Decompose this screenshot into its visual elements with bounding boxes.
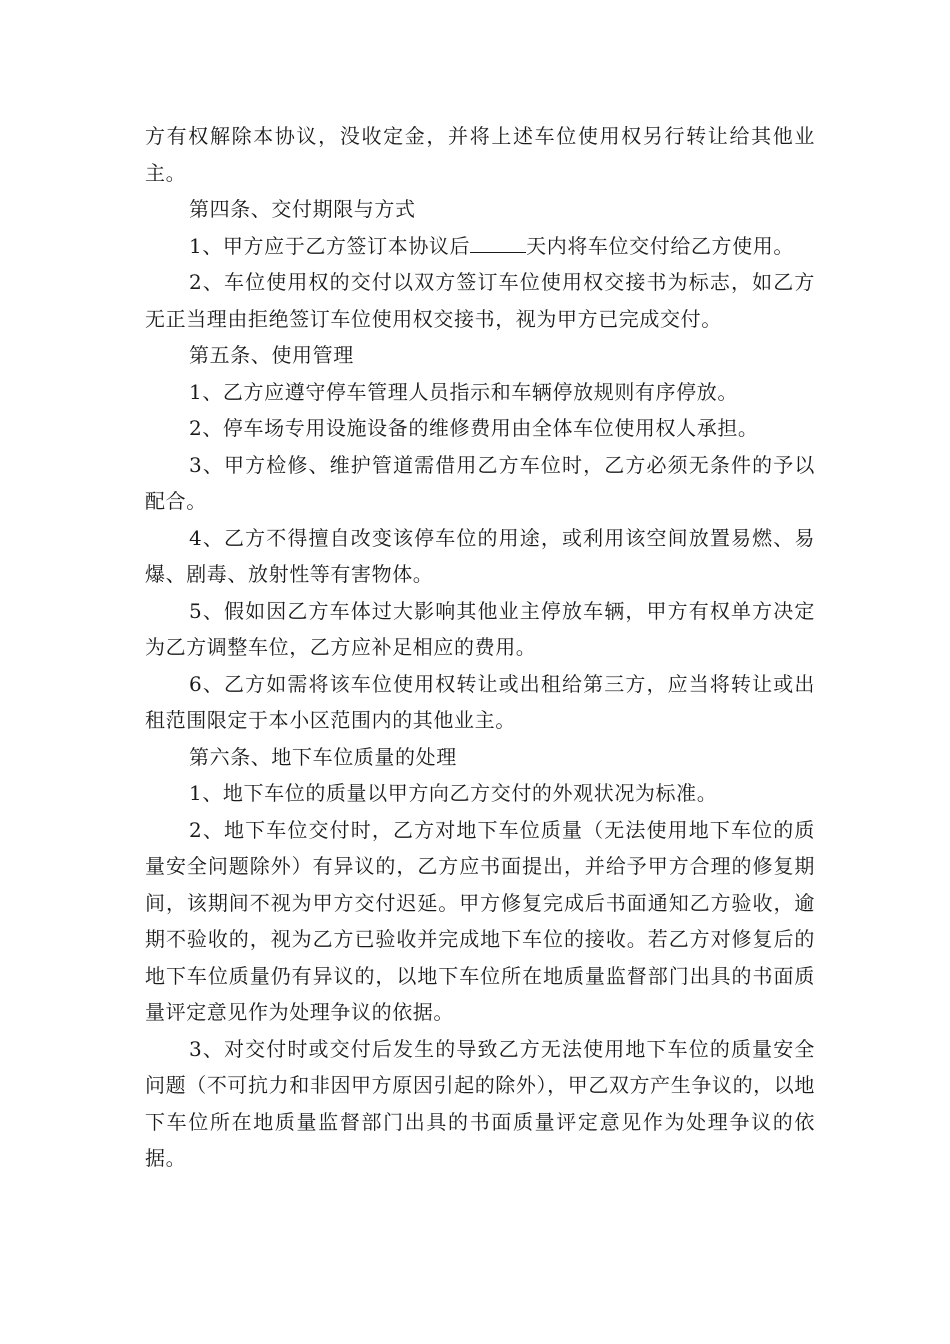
article-6-clause-1: 1、地下车位的质量以甲方向乙方交付的外观状况为标准。 xyxy=(189,781,718,805)
article-5-clause-1: 1、乙方应遵守停车管理人员指示和车辆停放规则有序停放。 xyxy=(189,379,738,404)
article-6-heading: 第六条、地下车位质量的处理 xyxy=(189,744,457,769)
article-5-clause-4: 4、乙方不得擅自改变该停车位的用途，或利用该空间放置易燃、易爆、剧毒、放射性等有害物体。 xyxy=(145,525,815,586)
article-4-clause-2: 2、车位使用权的交付以双方签订车位使用权交接书为标志，如乙方无正当理由拒绝签订车位使用权交接书，视为甲方已完成交付。 xyxy=(145,270,815,331)
article-5-heading: 第五条、使用管理 xyxy=(189,343,354,367)
paragraph-continuation: 方有权解除本协议，没收定金，并将上述车位使用权另行转让给其他业主。 xyxy=(145,124,815,185)
article-5-clause-5: 5、假如因乙方车体过大影响其他业主停放车辆，甲方有权单方决定为乙方调整车位，乙方应补足相应的费用。 xyxy=(145,598,815,659)
article-5-clause-3: 3、甲方检修、维护管道需借用乙方车位时，乙方必须无条件的予以配合。 xyxy=(145,452,815,513)
clause-text-after-blank: 天内将车位交付给乙方使用。 xyxy=(526,233,794,258)
article-4-heading: 第四条、交付期限与方式 xyxy=(189,197,416,221)
article-5-clause-6: 6、乙方如需将该车位使用权转让或出租给第三方，应当将转让或出租范围限定于本小区范围内的其他业主。 xyxy=(145,671,815,732)
article-6-clause-3: 3、对交付时或交付后发生的导致乙方无法使用地下车位的质量安全问题（不可抗力和非因甲方原因引起的除外），甲乙双方产生争议的，以地下车位所在地质量监督部门出具的书面质量评定意见作为处理争议的依据。 xyxy=(145,1036,815,1170)
fill-in-blank xyxy=(470,230,526,253)
article-6-clause-2: 2、地下车位交付时，乙方对地下车位质量（无法使用地下车位的质量安全问题除外）有异议的，乙方应书面提出，并给予甲方合理的修复期间，该期间不视为甲方交付迟延。甲方修复完成后书面通知乙方验收，逾期不验收的，视为乙方已验收并完成地下车位的接收。若乙方对修复后的地下车位质量仍有异议的，以地下车位所在地质量监督部门出具的书面质量评定意见作为处理争议的依据。 xyxy=(145,817,815,1024)
article-4-clause-1 xyxy=(145,228,815,265)
document-body xyxy=(145,118,815,1177)
clause-text-before-blank: 1、甲方应于乙方签订本协议后 xyxy=(189,233,471,258)
article-5-clause-2: 2、停车场专用设施设备的维修费用由全体车位使用权人承担。 xyxy=(189,416,759,440)
